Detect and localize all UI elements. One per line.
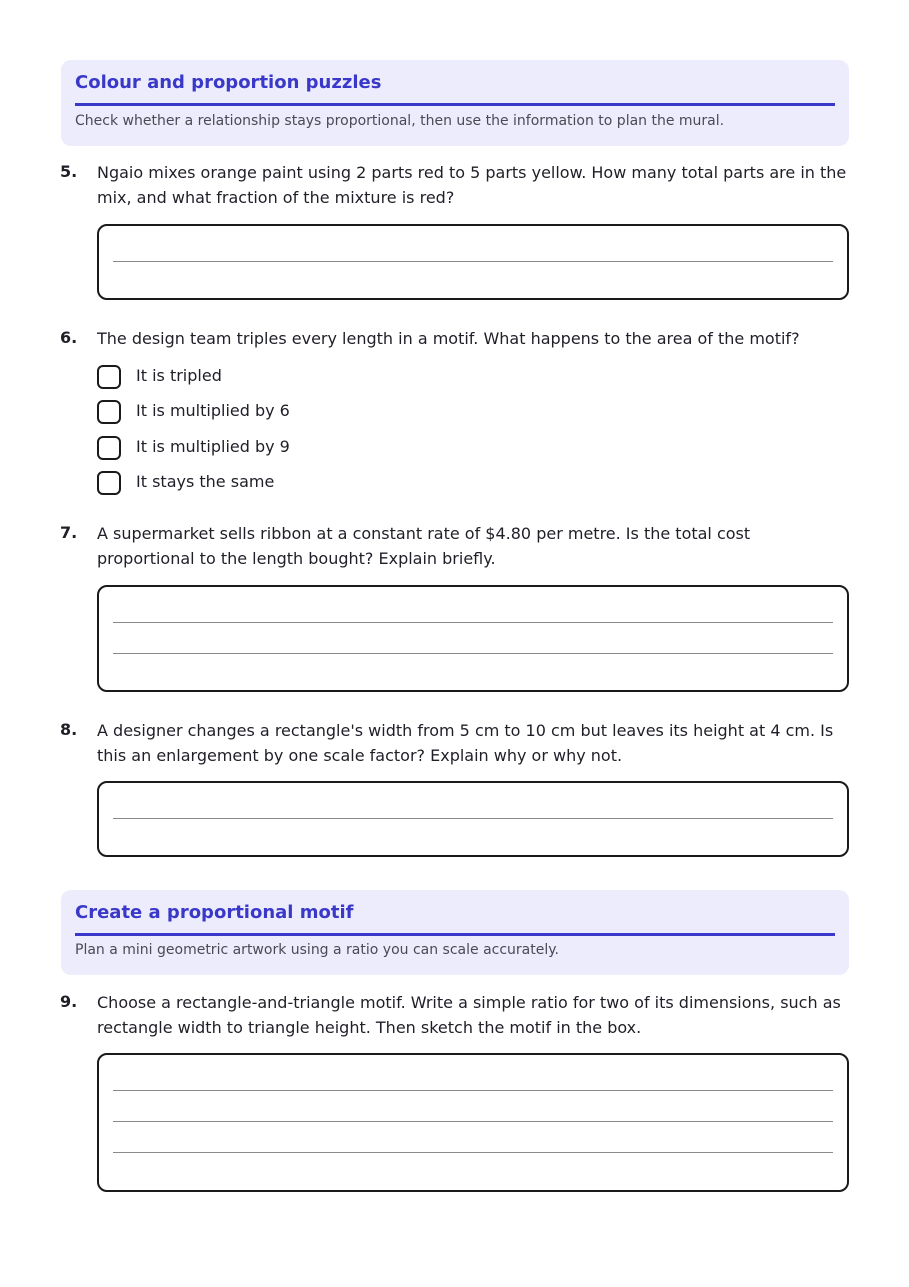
question-number: 7.: [60, 523, 78, 542]
option-stays-same[interactable]: [97, 471, 497, 499]
answer-box[interactable]: [97, 224, 849, 300]
answer-line: [113, 1152, 833, 1153]
option-label: It is tripled: [136, 366, 222, 385]
question-text: The design team triples every length in a motif. What happens to the area of the motif?: [97, 329, 800, 348]
section-divider: [75, 933, 835, 936]
answer-line: [113, 622, 833, 623]
answer-line: [113, 261, 833, 262]
section-subtitle: Plan a mini geometric artwork using a ratio you can scale accurately.: [75, 942, 559, 958]
answer-line: [113, 1121, 833, 1122]
section-header-proportional-motif: [61, 890, 849, 975]
option-label: It stays the same: [136, 472, 275, 491]
answer-box[interactable]: [97, 585, 849, 692]
answer-line: [113, 653, 833, 654]
question-text: A supermarket sells ribbon at a constant rate of $4.80 per metre. Is the total cost proportional to the length bought? Explain briefly.: [97, 524, 751, 568]
section-header-colour-proportion: [61, 60, 849, 146]
answer-line: [113, 1090, 833, 1091]
option-multiplied-by-9[interactable]: [97, 436, 497, 464]
question-text: Ngaio mixes orange paint using 2 parts red to 5 parts yellow. How many total parts are in the mix, and what fraction of the mixture is red?: [97, 163, 847, 207]
option-label: It is multiplied by 9: [136, 437, 290, 456]
checkbox[interactable]: [97, 436, 121, 460]
option-tripled[interactable]: [97, 365, 497, 393]
answer-box[interactable]: [97, 781, 849, 857]
section-title: Create a proportional motif: [75, 902, 354, 923]
section-divider: [75, 103, 835, 106]
sketch-box[interactable]: [97, 1053, 849, 1192]
question-number: 8.: [60, 720, 78, 739]
section-subtitle: Check whether a relationship stays proportional, then use the information to plan the mural.: [75, 113, 725, 129]
option-multiplied-by-6[interactable]: [97, 400, 497, 428]
option-label: It is multiplied by 6: [136, 401, 290, 420]
question-text: Choose a rectangle-and-triangle motif. Write a simple ratio for two of its dimensions, such as rectangle width to triangle height. Then sketch the motif in the box.: [97, 993, 841, 1037]
answer-line: [113, 818, 833, 819]
checkbox[interactable]: [97, 400, 121, 424]
question-number: 6.: [60, 328, 78, 347]
section-title: Colour and proportion puzzles: [75, 72, 382, 93]
question-number: 9.: [60, 992, 78, 1011]
checkbox[interactable]: [97, 365, 121, 389]
question-number: 5.: [60, 162, 78, 181]
checkbox[interactable]: [97, 471, 121, 495]
question-text: A designer changes a rectangle's width from 5 cm to 10 cm but leaves its height at 4 cm. Is this an enlargement by one scale factor? Explain why or why not.: [97, 721, 834, 765]
